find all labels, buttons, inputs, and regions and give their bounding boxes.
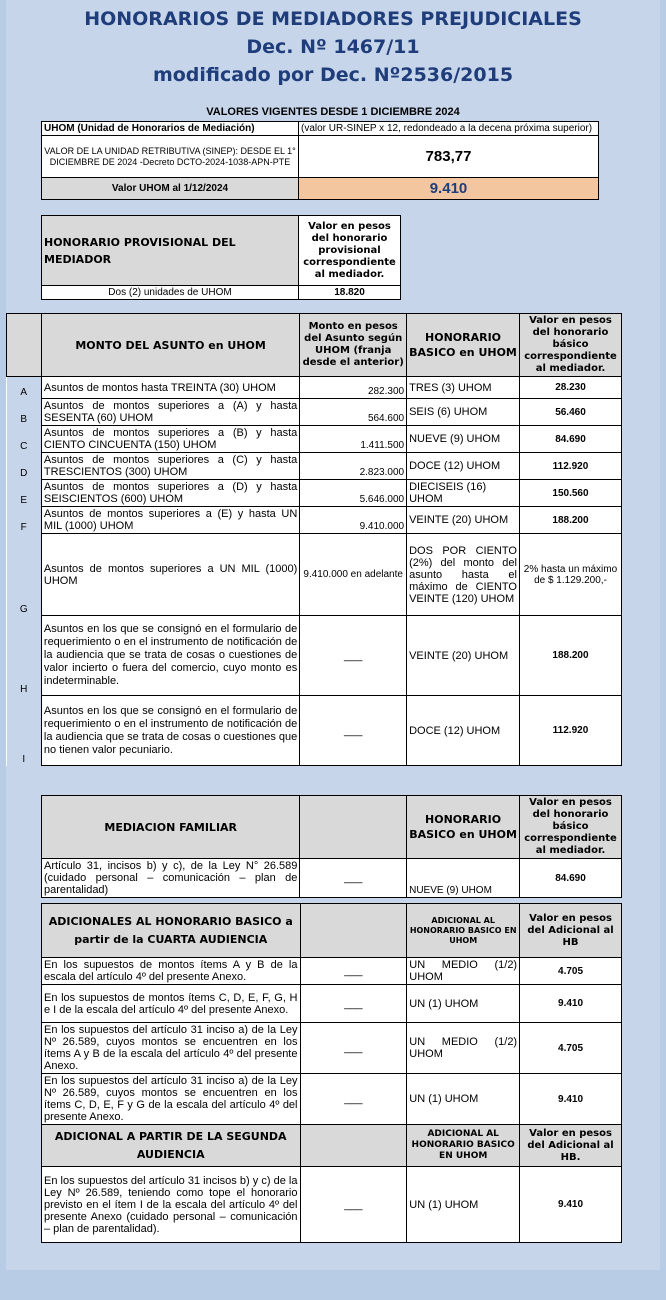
row-pesos: 282.300 — [300, 377, 407, 399]
row-pesos: 1.411.500 — [300, 426, 407, 453]
row-letter: G — [7, 534, 42, 616]
table-row — [7, 507, 622, 534]
row-valor: 84.690 — [519, 426, 621, 453]
row-valor: 9.410 — [520, 985, 622, 1023]
row-pesos: 564.600 — [300, 399, 407, 426]
familiar-uhom: NUEVE (9) UHOM — [407, 859, 520, 898]
valores-vigentes: VALORES VIGENTES DESDE 1 DICIEMBRE 2024 — [206, 106, 460, 118]
row-uhom: DIECISEIS (16) UHOM — [407, 480, 520, 507]
table-row — [7, 480, 622, 507]
table-row — [7, 377, 622, 399]
monto-col4-header: Valor en pesos del honorario básico correspondiente al mediador. — [519, 314, 621, 377]
row-desc: En los supuestos de montos ítems A y B de la escala del artículo 4º del presente Anexo. — [42, 958, 301, 985]
row-desc: En los supuestos de montos ítems C, D, E, F, G, H e I de la escala del artículo 4º del presente Anexo. — [42, 985, 301, 1023]
provisional-row-label: Dos (2) unidades de UHOM — [42, 286, 299, 300]
row-desc: En los supuestos del artículo 31 inciso a) de la Ley Nº 26.589, cuyos montos se encuentren en los ítems C, D, E, F y G de la escala del artículo 4º del presente Anexo. — [42, 1074, 301, 1125]
segunda-header-empty — [300, 1125, 407, 1167]
row-letter: B — [7, 399, 42, 426]
adicionales-table — [41, 903, 622, 1243]
row-valor: 4.705 — [520, 958, 622, 985]
monto-col3-header: HONORARIO BASICO en UHOM — [407, 314, 520, 377]
provisional-table — [41, 215, 401, 300]
segunda-col3: ADICIONAL AL HONORARIO BASICO EN UHOM — [407, 1125, 520, 1167]
monto-table — [6, 313, 622, 766]
table-row — [42, 1074, 622, 1125]
uhom-label: UHOM (Unidad de Honorarios de Mediación) — [42, 122, 299, 136]
row-valor: 188.200 — [519, 616, 621, 696]
familiar-desc: Artículo 31, incisos b) y c), de la Ley N° 26.589 (cuidado personal – comunicación – plan de parentalidad) — [42, 859, 300, 898]
row-desc: En los supuestos del artículo 31 inciso a) de la Ley Nº 26.589, cuyos montos se encuentren en los ítems A y B de la escala del artículo 4º del presente Anexo. — [42, 1023, 301, 1074]
row-uhom: VEINTE (20) UHOM — [407, 616, 520, 696]
table-row — [7, 426, 622, 453]
row-pesos: 9.410.000 en adelante — [300, 534, 407, 616]
row-desc: Asuntos de montos superiores a (D) y hasta SEISCIENTOS (600) UHOM — [41, 480, 299, 507]
row-desc: Asuntos de montos hasta TREINTA (30) UHOM — [41, 377, 299, 399]
segunda-col4: Valor en pesos del Adicional al HB. — [520, 1125, 622, 1167]
row-uhom: UN (1) UHOM — [407, 1074, 520, 1125]
adicionales-col3: ADICIONAL AL HONORARIO BASICO EN UHOM — [407, 904, 520, 958]
table-row — [7, 696, 622, 766]
title-line-2: Dec. Nº 1467/11 — [246, 36, 420, 58]
table-row — [7, 453, 622, 480]
row-pesos: 9.410.000 — [300, 507, 407, 534]
segunda-uhom: UN (1) UHOM — [407, 1167, 520, 1243]
table-row — [7, 534, 622, 616]
row-letter: I — [7, 696, 42, 766]
row-valor: 4.705 — [520, 1023, 622, 1074]
monto-header-empty — [7, 314, 42, 377]
row-desc: Asuntos de montos superiores a UN MIL (1000) UHOM — [41, 534, 299, 616]
table-row — [42, 985, 622, 1023]
provisional-row-value: 18.820 — [299, 286, 401, 300]
row-pesos: 2.823.000 — [300, 453, 407, 480]
segunda-title: ADICIONAL A PARTIR DE LA SEGUNDA AUDIENCIA — [42, 1125, 301, 1167]
row-uhom: UN MEDIO (1/2) UHOM — [407, 958, 520, 985]
row-pesos: ___ — [300, 958, 407, 985]
row-uhom: DOCE (12) UHOM — [407, 453, 520, 480]
row-letter: D — [7, 453, 42, 480]
row-letter: C — [7, 426, 42, 453]
row-pesos: ___ — [300, 616, 407, 696]
row-uhom: TRES (3) UHOM — [407, 377, 520, 399]
row-pesos: 5.646.000 — [300, 480, 407, 507]
row-valor: 56.460 — [519, 399, 621, 426]
table-row — [42, 1023, 622, 1074]
valor-uhom-value: 9.410 — [299, 178, 599, 200]
row-pesos: ___ — [300, 696, 407, 766]
row-desc: Asuntos de montos superiores a (B) y hasta CIENTO CINCUENTA (150) UHOM — [41, 426, 299, 453]
valor-uhom-label: Valor UHOM al 1/12/2024 — [42, 178, 299, 200]
row-letter: E — [7, 480, 42, 507]
row-letter: H — [7, 616, 42, 696]
segunda-valor: 9.410 — [520, 1167, 622, 1243]
segunda-desc: En los supuestos del artículo 31 incisos b) y c) de la Ley Nº 26.589, teniendo como tope el honorario previsto en el ítem I de la escala del artículo 4º del presente Anexo (cuidado personal – comunicación – plan de parentalidad). — [42, 1167, 301, 1243]
familiar-title: MEDIACION FAMILIAR — [42, 796, 300, 859]
row-uhom: UN (1) UHOM — [407, 985, 520, 1023]
row-letter: F — [7, 507, 42, 534]
adicionales-col4: Valor en pesos del Adicional al HB — [520, 904, 622, 958]
row-valor: 112.920 — [519, 696, 621, 766]
table-row — [42, 958, 622, 985]
row-uhom: DOS POR CIENTO (2%) del monto del asunto hasta el máximo de CIENTO VEINTE (120) UHOM — [407, 534, 520, 616]
monto-col1-header: MONTO DEL ASUNTO en UHOM — [41, 314, 299, 377]
familiar-valor: 84.690 — [520, 859, 622, 898]
segunda-pesos: ___ — [300, 1167, 407, 1243]
row-valor: 112.920 — [519, 453, 621, 480]
uhom-table — [41, 121, 599, 200]
uhom-note: (valor UR-SINEP x 12, redondeado a la decena próxima superior) — [299, 122, 599, 136]
familiar-col4: Valor en pesos del honorario básico correspondiente al mediador. — [520, 796, 622, 859]
familiar-pesos: ___ — [300, 859, 407, 898]
row-desc: Asuntos en los que se consignó en el formulario de requerimiento o en el instrumento de notificación de la audiencia que se trata de cosas o cuestiones de valor incierto o fuera del comercio, cuyo monto es indeterminable. — [41, 616, 299, 696]
row-uhom: DOCE (12) UHOM — [407, 696, 520, 766]
adicionales-header-empty — [300, 904, 407, 958]
title-line-3: modificado por Dec. Nº2536/2015 — [152, 64, 514, 86]
row-pesos: ___ — [300, 1023, 407, 1074]
row-desc: Asuntos de montos superiores a (C) y hasta TRESCIENTOS (300) UHOM — [41, 453, 299, 480]
row-pesos: ___ — [300, 1074, 407, 1125]
monto-col2-header: Monto en pesos del Asunto según UHOM (franja desde el anterior) — [300, 314, 407, 377]
row-desc: Asuntos en los que se consignó en el formulario de requerimiento o en el instrumento de notificación de la audiencia que se trata de cosas o cuestiones que no tienen valor pecuniario. — [41, 696, 299, 766]
row-uhom: VEINTE (20) UHOM — [407, 507, 520, 534]
row-valor: 188.200 — [519, 507, 621, 534]
row-valor: 2% hasta un máximo de $ 1.129.200,- — [519, 534, 621, 616]
familiar-table — [41, 795, 622, 898]
row-valor: 150.560 — [519, 480, 621, 507]
row-uhom: UN MEDIO (1/2) UHOM — [407, 1023, 520, 1074]
title-line-1: HONORARIOS DE MEDIADORES PREJUDICIALES — [84, 8, 582, 30]
familiar-header-empty — [300, 796, 407, 859]
row-uhom: SEIS (6) UHOM — [407, 399, 520, 426]
table-row — [7, 616, 622, 696]
row-valor: 9.410 — [520, 1074, 622, 1125]
sinep-value: 783,77 — [299, 136, 599, 178]
adicionales-title: ADICIONALES AL HONORARIO BASICO a partir de la CUARTA AUDIENCIA — [42, 904, 301, 958]
row-pesos: ___ — [300, 985, 407, 1023]
provisional-col-header: Valor en pesos del honorario provisional correspondiente al mediador. — [299, 216, 401, 286]
row-desc: Asuntos de montos superiores a (A) y hasta SESENTA (60) UHOM — [41, 399, 299, 426]
familiar-col3: HONORARIO BASICO en UHOM — [407, 796, 520, 859]
sinep-label: VALOR DE LA UNIDAD RETRIBUTIVA (SINEP): DESDE EL 1° DICIEMBRE DE 2024 -Decreto DCTO-2024-1038-APN-PTE — [42, 136, 299, 178]
row-letter: A — [7, 377, 42, 399]
row-uhom: NUEVE (9) UHOM — [407, 426, 520, 453]
row-desc: Asuntos de montos superiores a (E) y hasta UN MIL (1000) UHOM — [41, 507, 299, 534]
row-valor: 28.230 — [519, 377, 621, 399]
table-row — [7, 399, 622, 426]
provisional-title: HONORARIO PROVISIONAL DEL MEDIADOR — [42, 216, 299, 286]
